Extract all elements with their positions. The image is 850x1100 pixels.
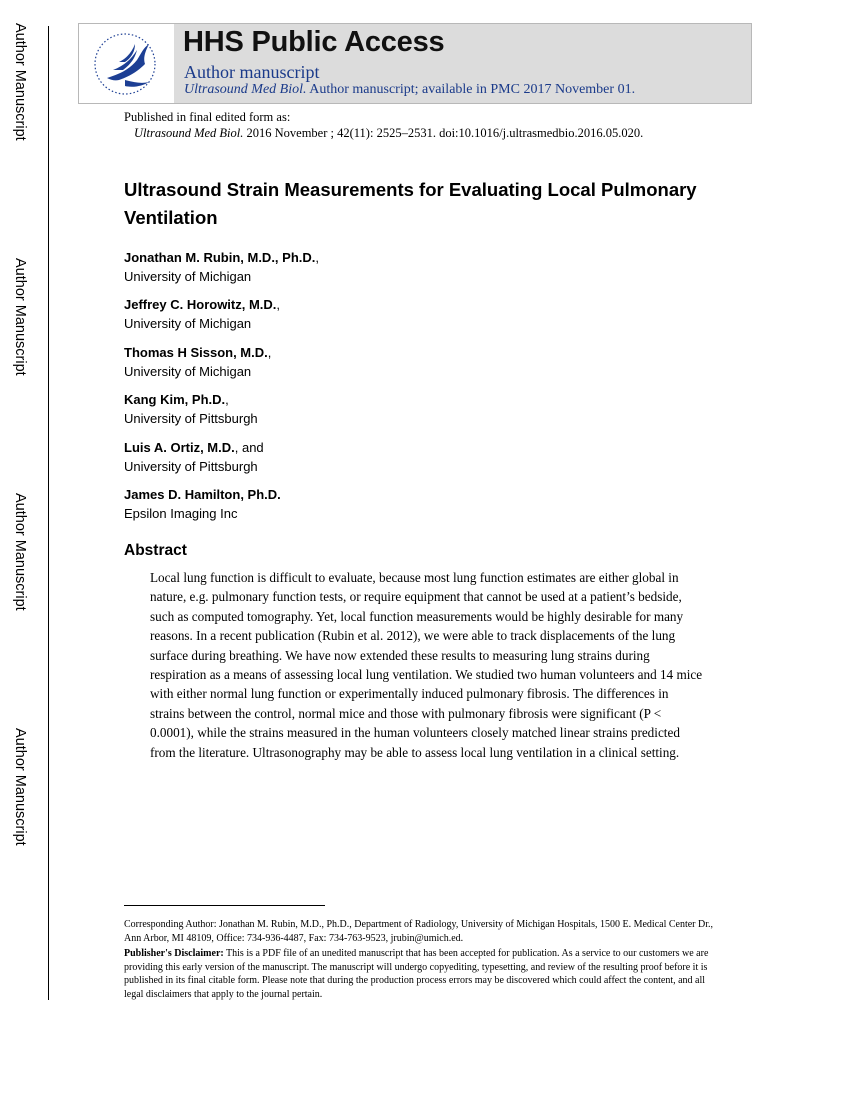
- author-affiliation: University of Michigan: [124, 269, 252, 284]
- author-affiliation: Epsilon Imaging Inc: [124, 506, 238, 521]
- citation-line: Ultrasound Med Biol. 2016 November ; 42(11): 2525–2531. doi:10.1016/j.ultrasmedbio.2016.05.020.: [134, 126, 644, 140]
- header-subtitle: Author manuscript: [184, 62, 320, 82]
- author-entry: Jeffrey C. Horowitz, M.D., University of Michigan: [124, 297, 281, 331]
- sidebar-rule: [48, 26, 49, 1000]
- abstract-text: Local lung function is difficult to evaluate, because most lung function estimates are either global in nature, e.g. pulmonary function tests, or require equipment that cannot be used at a patient’s bedside, such as computed tomography. Yet, local function measurements would be highly desirable for many reasons. In a recent publication (Rubin et al. 2012), we were able to track displacements of the lung surface during breathing. We have now extended these results to measuring lung strains during respiration as a means of assessing local lung ventilation. We studied two human volunteers and 14 mice with either normal lung function or experimentally induced pulmonary fibrosis. The differences in strains between the control, normal mice and those with pulmonary fibrosis were significant (P < 0.0001), while the strains measured in the human volunteers closely matched linear strains predicted from the literature. Ultrasonography may be able to assess local lung ventilation in a clinical setting.: [150, 570, 703, 760]
- footnote-rule: [124, 905, 325, 906]
- author-affiliation: University of Pittsburgh: [124, 459, 258, 474]
- paper-title: Ultrasound Strain Measurements for Evaluating Local Pulmonary Ventilation: [124, 179, 697, 228]
- header-title: HHS Public Access: [183, 26, 445, 58]
- author-entry: James D. Hamilton, Ph.D. Epsilon Imaging Inc: [124, 487, 281, 521]
- hhs-header: [78, 23, 752, 104]
- author-entry: Thomas H Sisson, M.D., University of Michigan: [124, 345, 272, 379]
- author-entry: Luis A. Ortiz, M.D., and University of Pittsburgh: [124, 440, 264, 474]
- published-note: Published in final edited form as:: [124, 110, 291, 124]
- corresponding-author-note: Corresponding Author: Jonathan M. Rubin, M.D., Ph.D., Department of Radiology, University of Michigan Hospitals, 1500 E. Medical Center Dr., Ann Arbor, MI 48109, Office: 734-936-4487, Fax: 734-763-9523, jrubin@umich.ed.: [124, 919, 714, 944]
- author-affiliation: University of Michigan: [124, 316, 252, 331]
- publisher-disclaimer: Publisher's Disclaimer: This is a PDF file of an unedited manuscript that has been accepted for publication. As a service to our customers we are providing this early version of the manuscript. The manuscript will undergo copyediting, typesetting, and review of the resulting proof before it is published in its final citable form. Please note that during the production process errors may be discovered which could affect the content, and all legal disclaimers that apply to the journal pertain.: [124, 948, 709, 1000]
- abstract-heading: Abstract: [124, 542, 187, 559]
- author-entry: Jonathan M. Rubin, M.D., Ph.D., University of Michigan: [124, 250, 320, 284]
- author-affiliation: University of Pittsburgh: [124, 411, 258, 426]
- author-affiliation: University of Michigan: [124, 364, 252, 379]
- header-journal-line: Ultrasound Med Biol. Author manuscript; available in PMC 2017 November 01.: [184, 82, 636, 97]
- hhs-logo: [79, 24, 174, 103]
- author-entry: Kang Kim, Ph.D., University of Pittsburgh: [124, 392, 258, 426]
- hhs-eagle-icon: [89, 30, 165, 98]
